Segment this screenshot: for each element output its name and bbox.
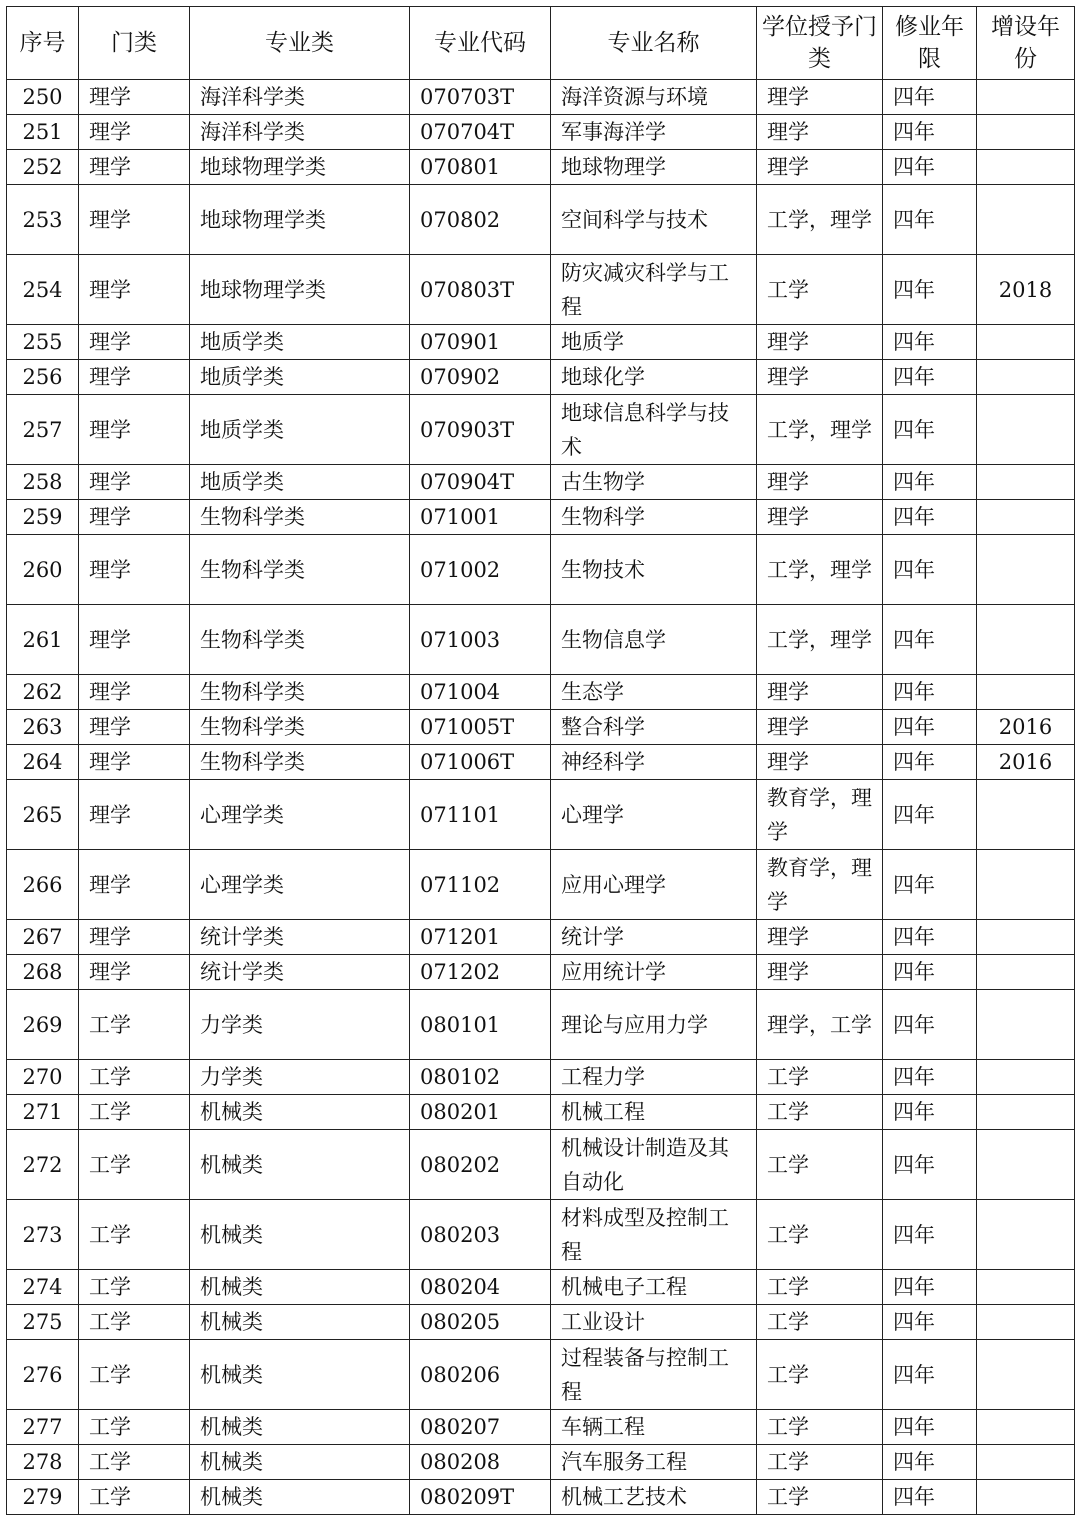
table-row [7, 955, 1075, 990]
cell-category: 工学 [79, 1060, 190, 1095]
cell-year [977, 1130, 1075, 1200]
cell-degree: 理学 [757, 955, 883, 990]
cell-name: 海洋资源与环境 [551, 80, 757, 115]
table-header-row [7, 7, 1075, 80]
cell-year [977, 1480, 1075, 1515]
cell-discipline: 机械类 [190, 1445, 410, 1480]
cell-seq: 278 [7, 1445, 79, 1480]
cell-year [977, 185, 1075, 255]
header-category: 门类 [79, 7, 190, 80]
cell-duration: 四年 [883, 115, 977, 150]
cell-code: 071102 [410, 850, 551, 920]
table-row [7, 710, 1075, 745]
cell-duration: 四年 [883, 1480, 977, 1515]
cell-code: 071002 [410, 535, 551, 605]
cell-name: 防灾减灾科学与工程 [551, 255, 757, 325]
cell-discipline: 机械类 [190, 1410, 410, 1445]
cell-year [977, 80, 1075, 115]
cell-degree: 理学 [757, 710, 883, 745]
table-row [7, 150, 1075, 185]
cell-year [977, 1445, 1075, 1480]
cell-seq: 264 [7, 745, 79, 780]
cell-category: 工学 [79, 1410, 190, 1445]
cell-duration: 四年 [883, 1305, 977, 1340]
table-row [7, 1410, 1075, 1445]
cell-category: 理学 [79, 80, 190, 115]
table-body [7, 80, 1075, 1515]
cell-seq: 277 [7, 1410, 79, 1445]
cell-code: 080205 [410, 1305, 551, 1340]
header-code: 专业代码 [410, 7, 551, 80]
cell-year [977, 990, 1075, 1060]
cell-category: 理学 [79, 745, 190, 780]
cell-discipline: 地质学类 [190, 395, 410, 465]
cell-degree: 工学 [757, 1410, 883, 1445]
cell-code: 080208 [410, 1445, 551, 1480]
cell-duration: 四年 [883, 395, 977, 465]
cell-discipline: 生物科学类 [190, 605, 410, 675]
cell-category: 理学 [79, 605, 190, 675]
cell-discipline: 机械类 [190, 1305, 410, 1340]
cell-degree: 理学 [757, 745, 883, 780]
cell-code: 080202 [410, 1130, 551, 1200]
cell-degree: 工学 [757, 255, 883, 325]
cell-seq: 260 [7, 535, 79, 605]
cell-duration: 四年 [883, 325, 977, 360]
cell-seq: 267 [7, 920, 79, 955]
cell-degree: 理学，工学 [757, 990, 883, 1060]
cell-degree: 工学 [757, 1270, 883, 1305]
cell-degree: 工学 [757, 1340, 883, 1410]
cell-discipline: 地质学类 [190, 465, 410, 500]
cell-category: 工学 [79, 1270, 190, 1305]
cell-category: 工学 [79, 1340, 190, 1410]
cell-category: 理学 [79, 465, 190, 500]
cell-category: 理学 [79, 780, 190, 850]
cell-name: 统计学 [551, 920, 757, 955]
cell-duration: 四年 [883, 1270, 977, 1305]
table-row [7, 465, 1075, 500]
cell-degree: 理学 [757, 115, 883, 150]
table-row [7, 115, 1075, 150]
cell-name: 工业设计 [551, 1305, 757, 1340]
cell-degree: 工学 [757, 1060, 883, 1095]
cell-discipline: 统计学类 [190, 920, 410, 955]
cell-category: 工学 [79, 1095, 190, 1130]
header-seq: 序号 [7, 7, 79, 80]
table-row [7, 395, 1075, 465]
cell-seq: 262 [7, 675, 79, 710]
cell-seq: 269 [7, 990, 79, 1060]
cell-year [977, 325, 1075, 360]
cell-duration: 四年 [883, 535, 977, 605]
cell-category: 工学 [79, 1130, 190, 1200]
cell-name: 生物技术 [551, 535, 757, 605]
cell-duration: 四年 [883, 1130, 977, 1200]
cell-year [977, 360, 1075, 395]
cell-name: 神经科学 [551, 745, 757, 780]
cell-code: 071003 [410, 605, 551, 675]
table-row [7, 80, 1075, 115]
cell-year [977, 1340, 1075, 1410]
cell-category: 工学 [79, 1445, 190, 1480]
cell-discipline: 力学类 [190, 1060, 410, 1095]
cell-degree: 工学 [757, 1480, 883, 1515]
cell-code: 071001 [410, 500, 551, 535]
cell-discipline: 生物科学类 [190, 535, 410, 605]
cell-name: 机械电子工程 [551, 1270, 757, 1305]
cell-discipline: 地球物理学类 [190, 185, 410, 255]
cell-year [977, 605, 1075, 675]
cell-name: 工程力学 [551, 1060, 757, 1095]
cell-degree: 工学 [757, 1095, 883, 1130]
cell-name: 古生物学 [551, 465, 757, 500]
cell-name: 过程装备与控制工程 [551, 1340, 757, 1410]
cell-year: 2016 [977, 710, 1075, 745]
cell-code: 071004 [410, 675, 551, 710]
cell-degree: 工学 [757, 1200, 883, 1270]
cell-discipline: 机械类 [190, 1095, 410, 1130]
cell-code: 080206 [410, 1340, 551, 1410]
cell-discipline: 地质学类 [190, 360, 410, 395]
cell-duration: 四年 [883, 605, 977, 675]
cell-category: 理学 [79, 325, 190, 360]
cell-code: 070801 [410, 150, 551, 185]
table-row [7, 535, 1075, 605]
cell-discipline: 海洋科学类 [190, 80, 410, 115]
cell-seq: 252 [7, 150, 79, 185]
cell-category: 理学 [79, 500, 190, 535]
cell-name: 地质学 [551, 325, 757, 360]
cell-degree: 理学 [757, 675, 883, 710]
majors-table [6, 6, 1075, 1515]
header-name: 专业名称 [551, 7, 757, 80]
cell-name: 应用心理学 [551, 850, 757, 920]
cell-degree: 工学，理学 [757, 535, 883, 605]
table-row [7, 780, 1075, 850]
cell-code: 070903T [410, 395, 551, 465]
cell-year [977, 850, 1075, 920]
header-degree: 学位授予门类 [757, 7, 883, 80]
cell-seq: 276 [7, 1340, 79, 1410]
cell-name: 机械工艺技术 [551, 1480, 757, 1515]
cell-code: 080204 [410, 1270, 551, 1305]
cell-year [977, 1095, 1075, 1130]
cell-degree: 工学，理学 [757, 605, 883, 675]
header-discipline: 专业类 [190, 7, 410, 80]
cell-category: 理学 [79, 710, 190, 745]
cell-discipline: 生物科学类 [190, 675, 410, 710]
table-row [7, 1095, 1075, 1130]
cell-category: 理学 [79, 115, 190, 150]
cell-duration: 四年 [883, 1340, 977, 1410]
cell-category: 理学 [79, 185, 190, 255]
cell-discipline: 机械类 [190, 1480, 410, 1515]
cell-seq: 271 [7, 1095, 79, 1130]
cell-duration: 四年 [883, 255, 977, 325]
cell-discipline: 力学类 [190, 990, 410, 1060]
cell-seq: 274 [7, 1270, 79, 1305]
cell-year [977, 395, 1075, 465]
table-row [7, 1130, 1075, 1200]
cell-year [977, 535, 1075, 605]
cell-duration: 四年 [883, 500, 977, 535]
table-row [7, 605, 1075, 675]
cell-duration: 四年 [883, 850, 977, 920]
cell-code: 070901 [410, 325, 551, 360]
table-row [7, 1305, 1075, 1340]
cell-discipline: 机械类 [190, 1130, 410, 1200]
table-row [7, 1200, 1075, 1270]
cell-category: 理学 [79, 675, 190, 710]
cell-name: 整合科学 [551, 710, 757, 745]
cell-code: 071202 [410, 955, 551, 990]
cell-duration: 四年 [883, 80, 977, 115]
cell-year [977, 1060, 1075, 1095]
cell-duration: 四年 [883, 710, 977, 745]
cell-code: 080101 [410, 990, 551, 1060]
cell-category: 理学 [79, 395, 190, 465]
cell-code: 080201 [410, 1095, 551, 1130]
cell-duration: 四年 [883, 1200, 977, 1270]
cell-seq: 259 [7, 500, 79, 535]
cell-code: 070902 [410, 360, 551, 395]
table-row [7, 745, 1075, 780]
cell-seq: 273 [7, 1200, 79, 1270]
table-row [7, 1060, 1075, 1095]
cell-discipline: 心理学类 [190, 850, 410, 920]
cell-degree: 理学 [757, 80, 883, 115]
header-duration: 修业年限 [883, 7, 977, 80]
cell-duration: 四年 [883, 780, 977, 850]
cell-discipline: 地质学类 [190, 325, 410, 360]
table-row [7, 325, 1075, 360]
table-row [7, 990, 1075, 1060]
cell-discipline: 生物科学类 [190, 710, 410, 745]
cell-code: 080207 [410, 1410, 551, 1445]
cell-name: 理论与应用力学 [551, 990, 757, 1060]
cell-category: 理学 [79, 150, 190, 185]
cell-name: 地球信息科学与技术 [551, 395, 757, 465]
cell-duration: 四年 [883, 745, 977, 780]
cell-name: 生物信息学 [551, 605, 757, 675]
cell-name: 车辆工程 [551, 1410, 757, 1445]
cell-seq: 250 [7, 80, 79, 115]
cell-year [977, 1200, 1075, 1270]
cell-duration: 四年 [883, 955, 977, 990]
cell-year [977, 1305, 1075, 1340]
cell-discipline: 机械类 [190, 1340, 410, 1410]
cell-year [977, 1270, 1075, 1305]
cell-degree: 理学 [757, 500, 883, 535]
cell-year [977, 115, 1075, 150]
cell-degree: 教育学，理学 [757, 780, 883, 850]
cell-code: 071101 [410, 780, 551, 850]
cell-code: 070803T [410, 255, 551, 325]
cell-code: 071201 [410, 920, 551, 955]
cell-year [977, 465, 1075, 500]
table-row [7, 920, 1075, 955]
cell-name: 军事海洋学 [551, 115, 757, 150]
cell-duration: 四年 [883, 150, 977, 185]
cell-seq: 255 [7, 325, 79, 360]
cell-name: 生物科学 [551, 500, 757, 535]
table-row [7, 675, 1075, 710]
cell-seq: 257 [7, 395, 79, 465]
table-row [7, 1445, 1075, 1480]
cell-duration: 四年 [883, 1060, 977, 1095]
cell-year [977, 780, 1075, 850]
cell-degree: 理学 [757, 150, 883, 185]
table-row [7, 1270, 1075, 1305]
cell-year [977, 920, 1075, 955]
cell-degree: 工学 [757, 1305, 883, 1340]
cell-duration: 四年 [883, 920, 977, 955]
cell-code: 071005T [410, 710, 551, 745]
table-row [7, 255, 1075, 325]
cell-code: 070704T [410, 115, 551, 150]
cell-category: 理学 [79, 535, 190, 605]
cell-category: 工学 [79, 990, 190, 1060]
cell-seq: 254 [7, 255, 79, 325]
cell-code: 080203 [410, 1200, 551, 1270]
table-row [7, 185, 1075, 255]
cell-degree: 理学 [757, 325, 883, 360]
cell-discipline: 机械类 [190, 1200, 410, 1270]
header-year: 增设年份 [977, 7, 1075, 80]
cell-seq: 270 [7, 1060, 79, 1095]
cell-name: 生态学 [551, 675, 757, 710]
cell-name: 机械设计制造及其自动化 [551, 1130, 757, 1200]
table-row [7, 1340, 1075, 1410]
cell-degree: 理学 [757, 465, 883, 500]
cell-category: 理学 [79, 955, 190, 990]
cell-seq: 253 [7, 185, 79, 255]
cell-name: 地球物理学 [551, 150, 757, 185]
cell-duration: 四年 [883, 360, 977, 395]
cell-duration: 四年 [883, 990, 977, 1060]
cell-discipline: 生物科学类 [190, 745, 410, 780]
cell-code: 080102 [410, 1060, 551, 1095]
table-row [7, 1480, 1075, 1515]
cell-name: 汽车服务工程 [551, 1445, 757, 1480]
cell-discipline: 机械类 [190, 1270, 410, 1305]
cell-seq: 279 [7, 1480, 79, 1515]
cell-discipline: 地球物理学类 [190, 150, 410, 185]
cell-name: 空间科学与技术 [551, 185, 757, 255]
cell-discipline: 统计学类 [190, 955, 410, 990]
cell-seq: 261 [7, 605, 79, 675]
cell-degree: 工学，理学 [757, 395, 883, 465]
cell-seq: 268 [7, 955, 79, 990]
table-row [7, 360, 1075, 395]
cell-degree: 工学，理学 [757, 185, 883, 255]
cell-duration: 四年 [883, 1410, 977, 1445]
cell-seq: 266 [7, 850, 79, 920]
cell-discipline: 海洋科学类 [190, 115, 410, 150]
cell-year [977, 1410, 1075, 1445]
cell-duration: 四年 [883, 675, 977, 710]
cell-seq: 265 [7, 780, 79, 850]
cell-discipline: 生物科学类 [190, 500, 410, 535]
cell-seq: 251 [7, 115, 79, 150]
cell-name: 材料成型及控制工程 [551, 1200, 757, 1270]
cell-code: 080209T [410, 1480, 551, 1515]
cell-seq: 258 [7, 465, 79, 500]
cell-year [977, 955, 1075, 990]
cell-code: 071006T [410, 745, 551, 780]
cell-duration: 四年 [883, 1445, 977, 1480]
cell-category: 工学 [79, 1305, 190, 1340]
cell-seq: 272 [7, 1130, 79, 1200]
cell-year: 2016 [977, 745, 1075, 780]
cell-category: 理学 [79, 360, 190, 395]
cell-degree: 工学 [757, 1130, 883, 1200]
cell-year: 2018 [977, 255, 1075, 325]
cell-duration: 四年 [883, 185, 977, 255]
cell-category: 工学 [79, 1480, 190, 1515]
cell-seq: 256 [7, 360, 79, 395]
cell-category: 理学 [79, 920, 190, 955]
cell-name: 机械工程 [551, 1095, 757, 1130]
cell-seq: 263 [7, 710, 79, 745]
table-row [7, 850, 1075, 920]
table-row [7, 500, 1075, 535]
cell-code: 070802 [410, 185, 551, 255]
cell-name: 心理学 [551, 780, 757, 850]
cell-code: 070904T [410, 465, 551, 500]
cell-name: 地球化学 [551, 360, 757, 395]
cell-discipline: 心理学类 [190, 780, 410, 850]
cell-discipline: 地球物理学类 [190, 255, 410, 325]
cell-duration: 四年 [883, 1095, 977, 1130]
cell-year [977, 675, 1075, 710]
cell-category: 工学 [79, 1200, 190, 1270]
cell-degree: 理学 [757, 360, 883, 395]
cell-year [977, 500, 1075, 535]
cell-degree: 教育学，理学 [757, 850, 883, 920]
cell-category: 理学 [79, 850, 190, 920]
cell-duration: 四年 [883, 465, 977, 500]
cell-category: 理学 [79, 255, 190, 325]
cell-degree: 理学 [757, 920, 883, 955]
cell-seq: 275 [7, 1305, 79, 1340]
cell-degree: 工学 [757, 1445, 883, 1480]
cell-code: 070703T [410, 80, 551, 115]
cell-name: 应用统计学 [551, 955, 757, 990]
cell-year [977, 150, 1075, 185]
